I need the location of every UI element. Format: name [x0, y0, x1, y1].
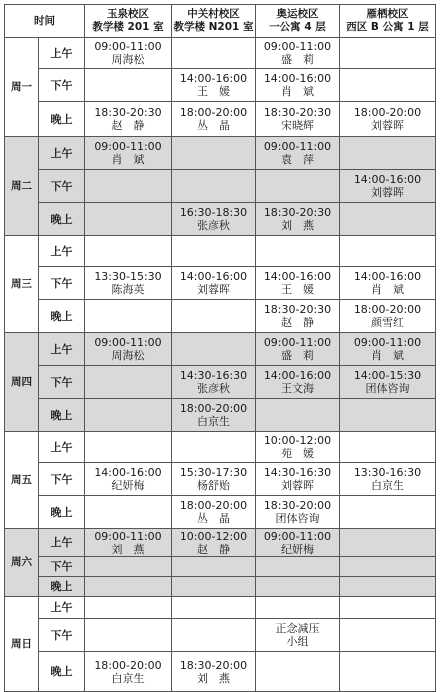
schedule-cell	[256, 619, 340, 652]
header-row	[5, 5, 436, 38]
schedule-cell	[256, 38, 340, 69]
schedule-cell	[256, 463, 340, 496]
schedule-cell	[85, 236, 172, 267]
schedule-cell	[256, 102, 340, 137]
schedule-cell	[256, 577, 340, 597]
schedule-cell	[340, 557, 436, 577]
day-label-fri: 周五	[5, 432, 39, 529]
period-label-evening: 晚上	[39, 399, 85, 432]
counselor-name: 丛 晶	[197, 119, 230, 132]
campus-header-yuquan: 玉泉校区 教学楼 201 室	[85, 5, 172, 38]
session-time: 18:00-20:00	[179, 499, 248, 512]
schedule-row	[5, 529, 436, 557]
schedule-cell	[340, 432, 436, 463]
session-time: 正念减压	[275, 622, 320, 635]
day-label-thu: 周四	[5, 333, 39, 432]
schedule-cell	[85, 529, 172, 557]
schedule-row	[5, 267, 436, 300]
counselor-name: 赵 静	[197, 542, 230, 556]
schedule-cell	[172, 267, 256, 300]
schedule-cell	[340, 529, 436, 557]
schedule-cell	[340, 170, 436, 203]
day-label-mon: 周一	[5, 38, 39, 137]
period-label-evening: 晚上	[39, 300, 85, 333]
session-time: 09:00-11:00	[94, 336, 162, 349]
schedule-cell	[172, 597, 256, 619]
session-time: 14:00-16:00	[94, 466, 162, 479]
schedule-cell	[340, 137, 436, 170]
schedule-cell	[256, 399, 340, 432]
schedule-cell	[172, 203, 256, 236]
counselor-name: 刘蓉晖	[371, 186, 404, 199]
counselor-name: 刘 燕	[281, 219, 314, 232]
period-label-morning: 上午	[39, 137, 85, 170]
session-time: 14:00-16:00	[263, 369, 332, 382]
schedule-row	[5, 102, 436, 137]
schedule-cell	[256, 170, 340, 203]
period-label-afternoon: 下午	[39, 170, 85, 203]
schedule-cell	[340, 236, 436, 267]
period-label-afternoon: 下午	[39, 366, 85, 399]
schedule-cell	[85, 203, 172, 236]
schedule-cell	[340, 597, 436, 619]
schedule-row	[5, 137, 436, 170]
session-time: 15:30-17:30	[179, 466, 248, 479]
counselor-name: 肖 斌	[371, 283, 404, 296]
counselor-name: 刘 燕	[111, 542, 145, 556]
session-time: 14:00-16:00	[353, 173, 422, 186]
session-time: 14:00-16:00	[179, 270, 248, 283]
schedule-cell	[340, 399, 436, 432]
schedule-cell	[172, 38, 256, 69]
counselor-name: 肖 斌	[371, 349, 404, 362]
schedule-cell	[85, 333, 172, 366]
schedule-cell	[85, 366, 172, 399]
session-time: 13:30-16:30	[353, 466, 422, 479]
session-time: 18:30-20:30	[263, 106, 332, 119]
schedule-cell	[172, 652, 256, 692]
counselor-name: 苑 媛	[281, 447, 314, 460]
period-label-evening: 晚上	[39, 496, 85, 529]
schedule-cell	[85, 170, 172, 203]
session-time: 09:00-11:00	[94, 140, 162, 153]
campus-header-aoyun: 奥运校区 一公寓 4 层	[256, 5, 340, 38]
counselor-name: 王文海	[281, 382, 314, 395]
session-time: 18:00-20:00	[353, 303, 422, 316]
schedule-cell	[340, 577, 436, 597]
schedule-row	[5, 69, 436, 102]
counselor-name: 盛 莉	[281, 349, 314, 362]
counselor-name: 肖 斌	[111, 153, 145, 166]
schedule-cell	[340, 333, 436, 366]
schedule-cell	[340, 69, 436, 102]
period-label-morning: 上午	[39, 597, 85, 619]
counselor-name: 纪妍梅	[281, 542, 314, 556]
session-time: 10:00-12:00	[179, 529, 248, 543]
schedule-cell	[172, 619, 256, 652]
schedule-cell	[85, 557, 172, 577]
time-header: 时间	[5, 5, 85, 38]
session-time: 09:00-11:00	[263, 336, 332, 349]
session-time: 09:00-11:00	[263, 529, 332, 543]
schedule-cell	[256, 432, 340, 463]
schedule-cell	[85, 619, 172, 652]
session-time: 09:00-11:00	[263, 140, 332, 153]
counselor-name: 杨舒贻	[197, 479, 230, 492]
session-time: 16:30-18:30	[179, 206, 248, 219]
counselor-name: 周海松	[111, 53, 145, 66]
counselor-name: 赵 静	[281, 316, 314, 329]
period-label-evening: 晚上	[39, 203, 85, 236]
counselor-name: 刘蓉晖	[197, 283, 230, 296]
session-time: 09:00-11:00	[353, 336, 422, 349]
counselor-name: 纪妍梅	[111, 479, 145, 492]
schedule-cell	[172, 236, 256, 267]
schedule-cell	[340, 267, 436, 300]
schedule-cell	[85, 432, 172, 463]
campus-header-yanqi: 雁栖校区 西区 B 公寓 1 层	[340, 5, 436, 38]
schedule-row	[5, 619, 436, 652]
session-time: 18:00-20:00	[94, 658, 162, 672]
schedule-cell	[85, 69, 172, 102]
schedule-cell	[340, 300, 436, 333]
session-time: 09:00-11:00	[94, 40, 162, 53]
session-time: 18:30-20:30	[263, 206, 332, 219]
day-label-sat: 周六	[5, 529, 39, 597]
schedule-cell	[340, 496, 436, 529]
schedule-cell	[256, 557, 340, 577]
period-label-evening: 晚上	[39, 102, 85, 137]
schedule-cell	[172, 399, 256, 432]
period-label-evening: 晚上	[39, 577, 85, 597]
session-time: 09:00-11:00	[263, 40, 332, 53]
period-label-morning: 上午	[39, 432, 85, 463]
day-label-sun: 周日	[5, 597, 39, 692]
schedule-cell	[340, 203, 436, 236]
counselor-name: 刘蓉晖	[371, 119, 404, 132]
schedule-row	[5, 399, 436, 432]
schedule-cell	[172, 432, 256, 463]
schedule-cell	[172, 137, 256, 170]
schedule-row	[5, 597, 436, 619]
schedule-table	[4, 4, 436, 692]
schedule-row	[5, 366, 436, 399]
schedule-cell	[85, 496, 172, 529]
counselor-name: 陈海英	[111, 283, 145, 296]
counselor-name: 王 媛	[281, 283, 314, 296]
schedule-cell	[256, 236, 340, 267]
schedule-cell	[256, 496, 340, 529]
schedule-cell	[172, 577, 256, 597]
schedule-cell	[256, 137, 340, 170]
schedule-row	[5, 652, 436, 692]
schedule-cell	[256, 69, 340, 102]
schedule-cell	[256, 267, 340, 300]
schedule-cell	[85, 597, 172, 619]
counselor-name: 白京生	[371, 479, 404, 492]
counselor-name: 团体咨询	[365, 382, 410, 395]
schedule-cell	[256, 366, 340, 399]
schedule-cell	[256, 529, 340, 557]
schedule-cell	[340, 366, 436, 399]
counselor-name: 袁 萍	[281, 153, 314, 166]
counselor-name: 王 媛	[197, 85, 230, 98]
schedule-cell	[85, 652, 172, 692]
schedule-row	[5, 432, 436, 463]
session-time: 18:00-20:00	[353, 106, 422, 119]
schedule-cell	[85, 267, 172, 300]
schedule-cell	[172, 102, 256, 137]
schedule-row	[5, 38, 436, 69]
counselor-name: 赵 静	[111, 119, 145, 132]
schedule-row	[5, 236, 436, 267]
session-time: 18:30-20:30	[94, 106, 162, 119]
session-time: 18:00-20:00	[179, 402, 248, 415]
schedule-row	[5, 577, 436, 597]
schedule-cell	[172, 557, 256, 577]
schedule-cell	[256, 652, 340, 692]
campus-header-zhongguancun: 中关村校区 教学楼 N201 室	[172, 5, 256, 38]
counselor-name: 颜雪红	[371, 316, 404, 329]
session-time: 14:00-16:00	[263, 72, 332, 85]
period-label-morning: 上午	[39, 333, 85, 366]
schedule-row	[5, 203, 436, 236]
schedule-cell	[256, 333, 340, 366]
schedule-cell	[256, 597, 340, 619]
period-label-evening: 晚上	[39, 652, 85, 692]
schedule-cell	[256, 300, 340, 333]
session-time: 13:30-15:30	[94, 270, 162, 283]
period-label-afternoon: 下午	[39, 69, 85, 102]
schedule-cell	[172, 170, 256, 203]
schedule-cell	[85, 38, 172, 69]
schedule-cell	[340, 38, 436, 69]
counselor-name: 团体咨询	[275, 512, 320, 525]
session-time: 14:00-16:00	[263, 270, 332, 283]
session-time: 18:30-20:00	[263, 499, 332, 512]
schedule-cell	[172, 366, 256, 399]
schedule-cell	[340, 463, 436, 496]
counselor-name: 丛 晶	[197, 512, 230, 525]
schedule-cell	[85, 463, 172, 496]
counselor-name: 张彦秋	[197, 219, 230, 232]
period-label-morning: 上午	[39, 38, 85, 69]
session-time: 14:00-16:00	[179, 72, 248, 85]
period-label-afternoon: 下午	[39, 267, 85, 300]
schedule-row	[5, 496, 436, 529]
schedule-cell	[85, 300, 172, 333]
counselor-name: 肖 斌	[281, 85, 314, 98]
schedule-cell	[340, 619, 436, 652]
schedule-row	[5, 170, 436, 203]
session-time: 09:00-11:00	[94, 529, 162, 543]
schedule-cell	[256, 203, 340, 236]
counselor-name: 白京生	[197, 415, 230, 428]
day-label-wed: 周三	[5, 236, 39, 333]
session-time: 18:30-20:30	[263, 303, 332, 316]
session-time: 10:00-12:00	[263, 434, 332, 447]
counselor-name: 周海松	[111, 349, 145, 362]
session-time: 18:30-20:00	[179, 658, 248, 672]
schedule-row	[5, 333, 436, 366]
period-label-morning: 上午	[39, 529, 85, 557]
session-time: 14:00-15:30	[353, 369, 422, 382]
period-label-afternoon: 下午	[39, 463, 85, 496]
schedule-cell	[85, 102, 172, 137]
schedule-row	[5, 300, 436, 333]
schedule-cell	[85, 577, 172, 597]
period-label-afternoon: 下午	[39, 619, 85, 652]
counselor-name: 宋晓辉	[281, 119, 314, 132]
counselor-name: 盛 莉	[281, 53, 314, 66]
schedule-cell	[172, 333, 256, 366]
counselor-name: 张彦秋	[197, 382, 230, 395]
counselor-name: 小组	[286, 635, 309, 648]
schedule-cell	[172, 463, 256, 496]
day-label-tue: 周二	[5, 137, 39, 236]
session-time: 14:30-16:30	[263, 466, 332, 479]
schedule-cell	[172, 496, 256, 529]
schedule-cell	[340, 652, 436, 692]
schedule-row	[5, 463, 436, 496]
counselor-name: 刘 燕	[197, 671, 230, 685]
schedule-cell	[172, 69, 256, 102]
counselor-name: 白京生	[111, 671, 145, 685]
schedule-cell	[85, 137, 172, 170]
period-label-morning: 上午	[39, 236, 85, 267]
schedule-cell	[85, 399, 172, 432]
schedule-cell	[340, 102, 436, 137]
schedule-cell	[172, 529, 256, 557]
schedule-row	[5, 557, 436, 577]
session-time: 14:00-16:00	[353, 270, 422, 283]
period-label-afternoon: 下午	[39, 557, 85, 577]
counselor-name: 刘蓉晖	[281, 479, 314, 492]
session-time: 18:00-20:00	[179, 106, 248, 119]
session-time: 14:30-16:30	[179, 369, 248, 382]
schedule-cell	[172, 300, 256, 333]
